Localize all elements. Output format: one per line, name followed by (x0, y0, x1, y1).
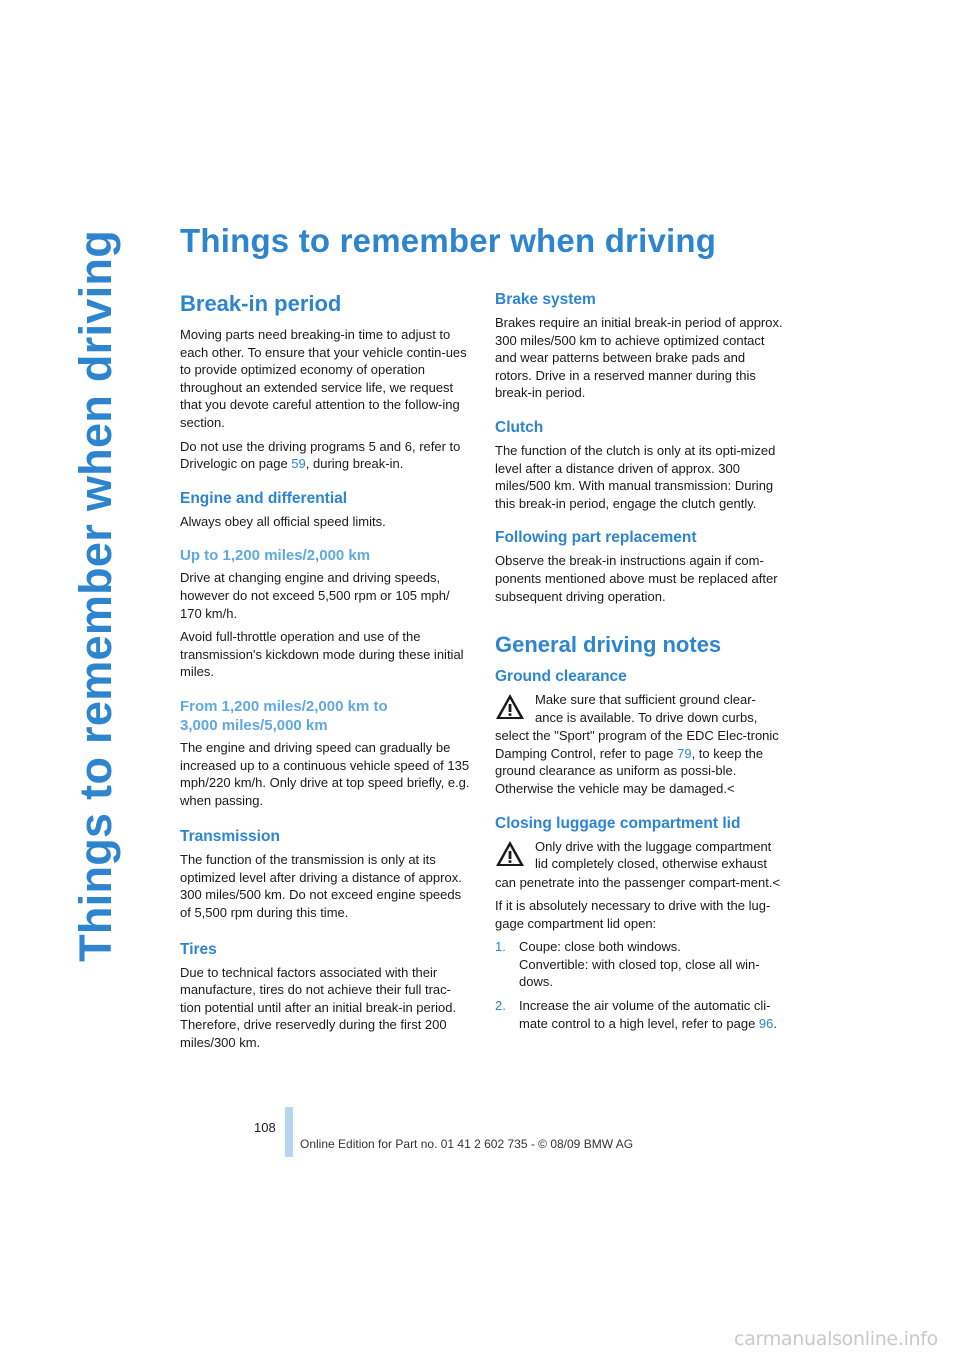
warning-continuation: can penetrate into the passenger compart-ment.< (495, 874, 781, 890)
paragraph (180, 438, 470, 473)
warning-line: ance is available. To drive down curbs, (535, 709, 758, 725)
warning-line: Make sure that sufficient ground clear- (535, 692, 756, 708)
watermark: carmanualsonline.info (734, 1328, 938, 1350)
paragraph: The engine and driving speed can gradually be increased up to a continuous vehicle speed of 135 mph/220 km/h. Only drive at top speed briefly, e.g. when passing. (180, 739, 470, 808)
left-column (180, 290, 470, 1058)
paragraph: The function of the transmission is only at its optimized level after driving a distance of approx. 300 miles/500 km. Do not exceed engine speeds of 5,500 rpm during this time. (180, 852, 462, 921)
paragraph: Observe the break-in instructions again if com-ponents mentioned above must be replaced after subsequent driving operation. (495, 553, 778, 604)
subheading-line: 3,000 miles/5,000 km (180, 716, 328, 734)
side-chapter-title: Things to remember when driving (70, 230, 121, 962)
list-item (495, 938, 785, 991)
right-column (495, 290, 785, 1038)
step-text: Convertible: with closed top, close all win-dows. (519, 956, 760, 990)
step-number: 1. (495, 939, 506, 955)
warning-continuation (495, 727, 785, 797)
subheading-line: From 1,200 miles/2,000 km to (180, 697, 388, 715)
text: , during break-in. (305, 456, 404, 472)
page-link-79[interactable]: 79 (677, 745, 692, 761)
subheading-tires: Tires (180, 940, 217, 958)
warning-line: Only drive with the luggage compartment (535, 838, 772, 854)
subheading-from (180, 697, 470, 735)
page-link-59[interactable]: 59 (291, 456, 306, 472)
paragraph: Avoid full-throttle operation and use of the transmission's kickdown mode during these initial miles. (180, 629, 464, 680)
section-heading-break-in: Break-in period (180, 291, 342, 316)
footer-accent-bar (285, 1107, 293, 1157)
list-item (495, 997, 785, 1032)
subheading-part-replacement: Following part replacement (495, 529, 697, 547)
warning-line: lid completely closed, otherwise exhaust (535, 856, 767, 872)
page-number: 108 (254, 1120, 276, 1135)
warning-triangle-icon (495, 693, 525, 720)
text: , to keep the ground clearance as uniform as possi-ble. Otherwise the vehicle may be damaged.< (495, 745, 764, 796)
paragraph: Moving parts need breaking-in time to adjust to each other. To ensure that your vehicle contin-ues to provide optimized economy of operation throughout an extended service life, we request that you devote careful attention to the follow-ing section. (180, 327, 467, 430)
page-link-96[interactable]: 96 (758, 1015, 774, 1031)
text: Do not use the driving programs 5 and 6, refer to Drivelogic on page (180, 438, 461, 472)
page-title: Things to remember when driving (180, 222, 717, 259)
warning-text (535, 691, 785, 726)
step-list (495, 938, 785, 1032)
step-number: 2. (495, 998, 506, 1014)
text: select the "Sport" program of the EDC Elec-tronic Damping Control, refer to page (495, 728, 779, 761)
warning-text (535, 838, 785, 873)
paragraph: Always obey all official speed limits. (180, 513, 386, 529)
subheading-engine: Engine and differential (180, 489, 348, 507)
paragraph: Due to technical factors associated with their manufacture, tires do not achieve their full trac-tion potential until after an initial break-in period. Therefore, drive reservedly during the first 200 miles/300 km. (180, 964, 457, 1051)
section-heading-general: General driving notes (495, 632, 722, 658)
warning-block (495, 838, 785, 874)
step-text: Increase the air volume of the automatic cli-mate control to a high level, refer to page (519, 998, 771, 1031)
subheading-brake-system: Brake system (495, 291, 596, 308)
paragraph: Brakes require an initial break-in period of approx. 300 miles/500 km to achieve optimized contact and wear patterns between brake pads and rotors. Drive in a reserved manner during this break-in period. (495, 315, 783, 401)
warning-block (495, 691, 785, 727)
text: . (773, 1015, 778, 1031)
subheading-up-to: Up to 1,200 miles/2,000 km (180, 547, 371, 565)
subheading-ground-clearance: Ground clearance (495, 668, 627, 686)
subheading-clutch: Clutch (495, 418, 544, 436)
subheading-transmission: Transmission (180, 828, 280, 846)
step-text: Coupe: close both windows. (519, 939, 681, 955)
footer-edition-text: Online Edition for Part no. 01 41 2 602 735 - © 08/09 BMW AG (300, 1137, 634, 1151)
subheading-luggage-lid: Closing luggage compartment lid (495, 814, 741, 832)
paragraph: If it is absolutely necessary to drive with the lug-gage compartment lid open: (495, 898, 771, 931)
warning-triangle-icon (495, 840, 525, 867)
paragraph: The function of the clutch is only at its opti-mized level after a distance driven of approx. 300 miles/500 km. With manual transmission: During this break-in period, engage the clutch gently. (495, 442, 776, 511)
paragraph: Drive at changing engine and driving speeds, however do not exceed 5,500 rpm or 105 mph/ 170 km/h. (180, 570, 450, 621)
